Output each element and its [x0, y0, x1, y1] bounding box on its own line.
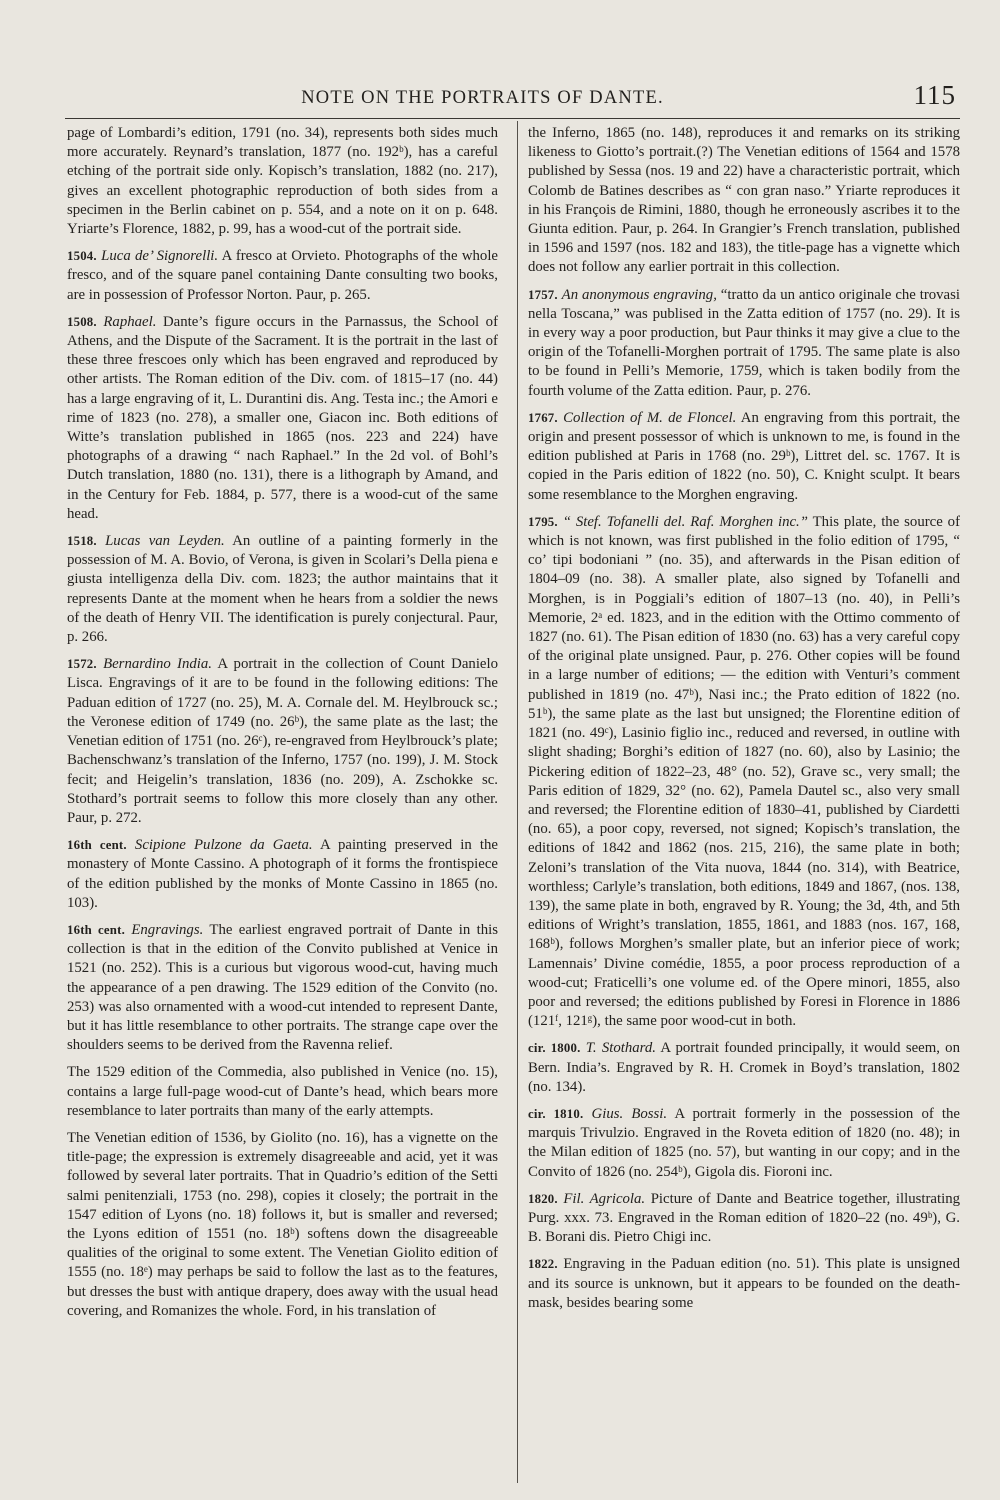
entry-date: 1795.: [528, 514, 558, 529]
entry-text: An engraving from this portrait, the origin and present possessor of which is unknown to me, is found in the edition published at Paris in 1768 (no. 29ᵇ), Littret del. sc. 1767. It is copied in the Paris edition of 1822 (no. 50), C. Knight sculpt. It bears some resemblance to the Morghen engraving.: [528, 409, 960, 503]
entry-text: An outline of a painting formerly in the possession of M. A. Bovio, of Verona, is given in Scolari’s Della piena e giusta intelligenza della Div. com. 1823; the author maintains that it represents Dante at the moment when he hears from a soldier the news of the death of Henry VII. The identification is purely conjectural. Paur, p. 266.: [67, 533, 498, 646]
entry-date: 1822.: [528, 1257, 558, 1272]
entry-text: page of Lombardi’s edition, 1791 (no. 34), represents both sides much more accurately. Reynard’s translation, 1877 (no. 192ᵇ), has a careful etching of the portrait side only. Kopisch’s translation, 1882 (no. 217), gives an excellent photographic reproduction of both sides from a specimen in the Berlin cabinet on p. 554, and a note on it on p. 648. Yriarte’s Florence, 1882, p. 99, has a wood-cut of the portrait side.: [67, 125, 498, 238]
paragraph: [67, 836, 498, 913]
entry-artist: Scipione Pulzone da Gaeta.: [134, 837, 313, 854]
entry-artist: Gius. Bossi.: [591, 1105, 668, 1122]
entry-date: cir. 1810.: [528, 1106, 584, 1121]
entry-artist: An anonymous engraving,: [561, 286, 717, 303]
paragraph: [67, 124, 498, 239]
paragraph: [67, 247, 498, 305]
left-column: [67, 124, 498, 1494]
entry-date: 16th cent.: [67, 838, 127, 853]
paragraph: [528, 513, 960, 1031]
entry-artist: T. Stothard.: [585, 1040, 656, 1057]
entry-text: A fresco at Orvieto. Photographs of the whole fresco, and of the square panel containing Dante consulting two books, are in possession of Professor Norton. Paur, p. 265.: [67, 248, 498, 303]
paragraph: [67, 1129, 498, 1321]
entry-artist: Luca de’ Signorelli.: [101, 248, 219, 265]
entry-text: Dante’s figure occurs in the Parnassus, the School of Athens, and the Dispute of the Sacrament. It is the portrait in the last of these three frescoes only which has been engraved and reproduced by other artists. The Roman edition of the Div. com. of 1815–17 (no. 44) has a large engraving of it, L. Durantini dis. Ang. Testa inc.; the Amori e rime of 1823 (no. 278), a smaller one, Giacon inc. Both editions of Witte’s translation published in 1865 (nos. 223 and 224) have photographs of a drawing “ nach Raphael.” In the 2d vol. of Bohl’s Dutch translation, 1880 (no. 131), there is a lithograph by Amand, and in the Century for Feb. 1884, p. 577, there is a wood-cut of the same head.: [67, 313, 498, 522]
entry-artist: Engravings.: [131, 921, 204, 938]
entry-date: 16th cent.: [67, 922, 125, 937]
entry-text: A portrait founded principally, it would seem, on Bern. India’s. Engraved by R. H. Cromek in Boyd’s translation, 1802 (no. 134).: [528, 1040, 960, 1095]
entry-text: The earliest engraved portrait of Dante in this collection is that in the edition of the Convito published at Venice in 1521 (no. 252). This is a curious but vigorous wood-cut, having much the appearance of a pen drawing. The 1529 edition of the Convito (no. 253) was also ornamented with a wood-cut intended to represent Dante, but it has little resemblance to other portraits. The strange cape over the shoulders seems to be derived from the Ravenna relief.: [67, 921, 498, 1054]
entry-date: 1508.: [67, 314, 97, 329]
paragraph: [528, 1039, 960, 1097]
entry-text: the Inferno, 1865 (no. 148), reproduces it and remarks on its striking likeness to Giotto’s portrait.(?) The Venetian editions of 1564 and 1578 published by Sessa (nos. 19 and 22) have a characteristic portrait, which Colomb de Batines describes as “ con gran naso.” Yriarte reproduces it in his François de Rimini, 1880, though he erroneously ascribes it to the Giunta edition. Paur, p. 264. In Grangier’s French translation, published in 1596 and 1597 (nos. 182 and 183), the title-page has a vignette which does not follow any earlier portrait in this collection.: [528, 125, 960, 276]
entry-artist: Raphael.: [103, 313, 157, 330]
entry-artist: Lucas van Leyden.: [105, 533, 225, 550]
entry-date: cir. 1800.: [528, 1041, 581, 1056]
paragraph: [528, 409, 960, 505]
page-number: 115: [913, 80, 956, 110]
entry-date: 1757.: [528, 287, 558, 302]
entry-text: A painting preserved in the monastery of Monte Cassino. A photograph of it forms the frontispiece of the edition published by the monks of Monte Cassino in 1865 (no. 103).: [67, 837, 498, 911]
entry-date: 1518.: [67, 534, 97, 549]
right-column: [528, 124, 960, 1494]
entry-artist: Collection of M. de Floncel.: [563, 409, 737, 426]
paragraph: [67, 655, 498, 828]
entry-text: The Venetian edition of 1536, by Giolito (no. 16), has a vignette on the title-page; the expression is extremely disagreeable and acid, yet it was followed by several later portraits. That in Quadrio’s edition of the Setti salmi penitenziali, 1753 (no. 298), copies it closely; the portrait in the 1547 edition of Lyons (no. 18) follows it, but is smaller and reversed; the Lyons edition of 1551 (no. 18ᵇ) softens down the disagreeable qualities of the original to some extent. The Venetian Giolito edition of 1555 (no. 18ᵉ) may perhaps be said to follow the last as to the features, but dresses the bust with antique drapery, does away with the usual head covering, and Romanizes the whole. Ford, in his translation of: [67, 1129, 498, 1319]
entry-date: 1572.: [67, 657, 97, 672]
entry-text: This plate, the source of which is not known, was first published in the folio edition of 1795, “ co’ tipi bodoniani ” (no. 35), and afterwards in the Pisan edition of 1804–09 (no. 38). A smaller plate, also signed by Tofanelli and Morghen, is in Poggiali’s edition of 1807–13 (no. 40), in Pelli’s Memorie, 2ᵃ ed. 1823, and in the edition with the Ottimo commento of 1827 (no. 61). The Pisan edition of 1830 (no. 63) has a very careful copy of the original plate unsigned. Paur, p. 276. Other copies will be found in a large number of editions; — the edition with Venturi’s comment published in 1819 (no. 47ᵇ), Nasi inc.; the Prato edition of 1822 (no. 51ᵇ), the same plate as the last but unsigned; the Florentine edition of 1821 (no. 49ᶜ), Lasinio figlio inc., reduced and reversed, in outline with slight shading; Borghi’s edition of 1827 (no. 60), also by Lasinio; the Pickering edition of 1822–23, 48° (no. 52), Grave sc., very small; the Paris edition of 1829, 32° (no. 62), Pamela Dautel sc., also very small and reversed; the Florentine edition of 1830–41, published by Ciardetti (no. 65), a poor copy, reversed, not signed; Kopisch’s translation, the editions of 1842 and 1862 (nos. 215, 216), the same plate in both; Zeloni’s translation of the Vita nuova, 1844 (no. 314), with Beatrice, worthless; Carlyle’s translation, both editions, 1849 and 1867, (nos. 138, 139), the same plate in both, engraved by R. Young; the 3d, 4th, and 5th editions of Wright’s translation, 1855, 1861, and 1883 (nos. 167, 168, 168ᵇ), follows Morghen’s smaller plate, but an inferior piece of work; Lamennais’ Divine comédie, 1855, a poor process reproduction of a wood-cut; Fraticelli’s one volume ed. of the Opere minori, 1855, also poor and reversed; the editions published by Foresi in Florence in 1886 (121ᶠ, 121ᵍ), the same poor wood-cut in both.: [528, 513, 960, 1030]
paragraph: [528, 1190, 960, 1248]
entry-text: A portrait formerly in the possession of the marquis Trivulzio. Engraved in the Roveta edition of 1820 (no. 48); in the Milan edition of 1825 (no. 57), but wanting in our copy; and in the Convito of 1826 (no. 254ᵇ), Gigola dis. Fioroni inc.: [528, 1105, 960, 1180]
entry-text: Engraving in the Paduan edition (no. 51). This plate is unsigned and its source is unknown, but it appears to be founded on the death-mask, besides bearing some: [528, 1256, 960, 1311]
entry-artist: Fil. Agricola.: [563, 1190, 646, 1207]
running-header: [65, 80, 960, 119]
paragraph: [528, 286, 960, 401]
paragraph: [528, 1105, 960, 1182]
running-title: NOTE ON THE PORTRAITS OF DANTE.: [301, 88, 664, 108]
entry-text: Picture of Dante and Beatrice together, illustrating Purg. xxx. 73. Engraved in the Roman edition of 1820–22 (no. 49ᵇ), G. B. Borani dis. Pietro Chigi inc.: [528, 1190, 960, 1246]
paragraph: [67, 921, 498, 1055]
entry-artist: “ Stef. Tofanelli del. Raf. Morghen inc.”: [562, 513, 808, 530]
entry-artist: Bernardino India.: [103, 656, 212, 673]
paragraph: [528, 124, 960, 278]
entry-text: A portrait in the collection of Count Danielo Lisca. Engravings of it are to be found in the following editions: The Paduan edition of 1727 (no. 25), M. A. Cornale del. M. Heylbrouck sc.; the Veronese edition of 1749 (no. 26ᵇ), the same plate as the last; the Venetian edition of 1751 (no. 26ᶜ), re-engraved from Heylbrouck’s plate; Bachenschwanz’s translation of the Inferno, 1757 (no. 199), J. M. Stock fecit; and Heigelin’s translation, 1836 (no. 209), A. Zschokke sc. Stothard’s portrait seems to follow this more closely than any other. Paur, p. 272.: [67, 656, 498, 826]
entry-date: 1767.: [528, 410, 558, 425]
paragraph: [528, 1255, 960, 1313]
entry-text: The 1529 edition of the Commedia, also published in Venice (no. 15), contains a large full-page wood-cut of Dante’s head, which bears more resemblance to later portraits than many of the early attempts.: [67, 1064, 498, 1119]
entry-text: “tratto da un antico originale che trovasi nella Toscana,” was publised in the Zatta edition of 1757 (no. 29). It is in every way a poor production, but Paur thinks it may give a clue to the origin of the Tofanelli-Morghen portrait of 1795. The same plate is also to be found in Pelli’s Memorie, 1759, which is taken bodily from the fourth volume of the Zatta edition. Paur, p. 276.: [528, 286, 960, 399]
column-divider: [517, 121, 518, 1483]
paragraph: [67, 313, 498, 524]
paragraph: [67, 1063, 498, 1121]
entry-date: 1820.: [528, 1191, 558, 1206]
paragraph: [67, 532, 498, 647]
entry-date: 1504.: [67, 249, 97, 264]
